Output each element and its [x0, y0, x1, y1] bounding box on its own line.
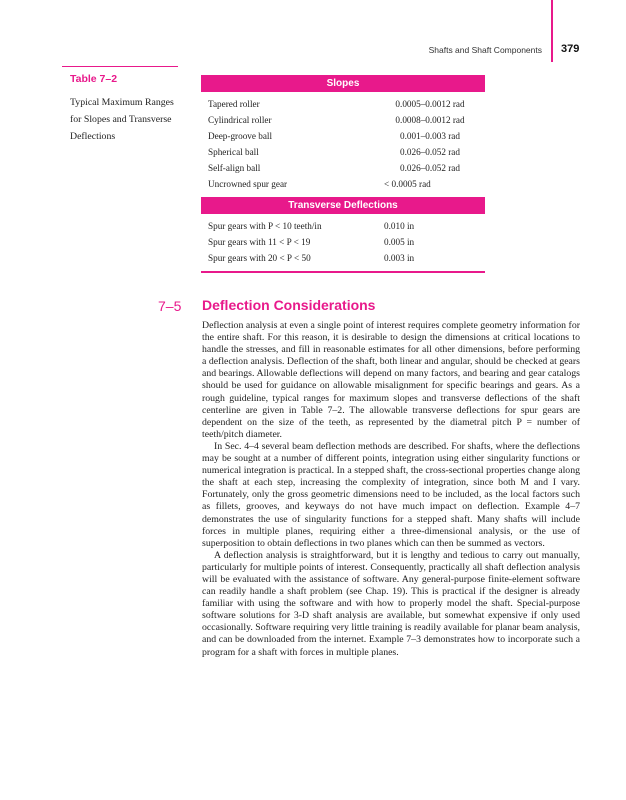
section-number: 7–5 — [158, 298, 182, 314]
table-label-block — [62, 66, 178, 145]
row-value: 0.005 in — [384, 237, 415, 247]
table-row — [201, 96, 485, 112]
table-7-2 — [201, 75, 485, 273]
row-item: Spur gears with 11 < P < 19 — [208, 237, 311, 247]
section-body — [202, 320, 580, 659]
row-item: Tapered roller — [208, 99, 260, 109]
paragraph: A deflection analysis is straightforward, but it is lengthy and tedious to carry out manually, particularly for multiple points of interest. Consequently, practically all shaft deflection analysis will be evaluated with the assistance of software. Any general-purpose finite-element software can readily handle a shaft problem (see Chap. 19). This is practical if the designer is already familiar with using the software and with how to properly model the shaft. Special-purpose software solutions for 3-D shaft analysis are available, but somewhat expensive if only used occasionally. Software requiring very little training is readily available for planar beam analysis, and can be downloaded from the internet. Example 7–3 demonstrates how to incorporate such a program for a shaft with forces in multiple planes. — [202, 549, 580, 658]
slopes-rows — [201, 92, 485, 197]
table-bottom-rule — [201, 271, 485, 273]
table-row — [201, 176, 485, 192]
table-row — [201, 112, 485, 128]
page-number: 379 — [561, 43, 580, 55]
table-label-rule — [62, 66, 178, 67]
row-item: Spur gears with P < 10 teeth/in — [208, 221, 322, 231]
running-head: Shafts and Shaft Components — [428, 45, 542, 55]
table-row — [201, 160, 485, 176]
slopes-heading: Slopes — [201, 75, 485, 92]
header-vertical-rule — [551, 0, 553, 62]
table-row — [201, 144, 485, 160]
row-item: Spherical ball — [208, 147, 259, 157]
row-value: 0.0008–0.0012 rad — [395, 115, 465, 125]
row-value: 0.001–0.003 rad — [400, 131, 460, 141]
row-value: 0.026–0.052 rad — [400, 147, 460, 157]
table-number: Table 7–2 — [70, 73, 118, 85]
row-value: < 0.0005 rad — [384, 179, 431, 189]
row-item: Spur gears with 20 < P < 50 — [208, 253, 311, 263]
row-value: 0.026–0.052 rad — [400, 163, 460, 173]
table-caption: Typical Maximum Ranges for Slopes and Transverse Deflections — [70, 97, 174, 142]
row-value: 0.003 in — [384, 253, 415, 263]
table-row — [201, 234, 485, 250]
deflections-rows — [201, 214, 485, 271]
paragraph: In Sec. 4–4 several beam deflection methods are described. For shafts, where the deflections may be sought at a number of different points, integration using either singularity functions or numerical integration is practical. In a stepped shaft, the cross-sectional properties change along the shaft at each step, increasing the complexity of integration, since both M and I vary. Fortunately, only the gross geometric dimensions need to be included, as the local factors such as fillets, grooves, and keyways do not have much impact on deflection. Example 4–7 demonstrates the use of singularity functions for a stepped shaft. Many shafts will include forces in multiple planes, requiring either a three-dimensional analysis, or the use of superposition to obtain deflections in two planes which can then be summed as vectors. — [202, 440, 580, 549]
deflections-heading: Transverse Deflections — [201, 197, 485, 214]
table-row — [201, 250, 485, 266]
row-value: 0.0005–0.0012 rad — [395, 99, 465, 109]
row-item: Cylindrical roller — [208, 115, 272, 125]
paragraph: Deflection analysis at even a single point of interest requires complete geometry information for the entire shaft. For this reason, it is desirable to design the dimensions at critical locations to handle the stresses, and fill in reasonable estimates for all other dimensions, before performing a deflection analysis. Deflection of the shaft, both linear and angular, should be checked at gears and bearings. Allowable deflections will depend on many factors, and bearing and gear catalogs should be used for guidance on allowable misalignment for specific bearings and gears. As a rough guideline, typical ranges for maximum slopes and transverse deflections of the shaft centerline are given in Table 7–2. The allowable transverse deflections for spur gears are dependent on the size of the teeth, as represented by the diametral pitch P = number of teeth/pitch diameter. — [202, 320, 580, 440]
row-item: Uncrowned spur gear — [208, 179, 288, 189]
section-title: Deflection Considerations — [202, 297, 376, 313]
table-row — [201, 218, 485, 234]
row-item: Deep-groove ball — [208, 131, 273, 141]
row-item: Self-align ball — [208, 163, 261, 173]
row-value: 0.010 in — [384, 221, 415, 231]
table-row — [201, 128, 485, 144]
